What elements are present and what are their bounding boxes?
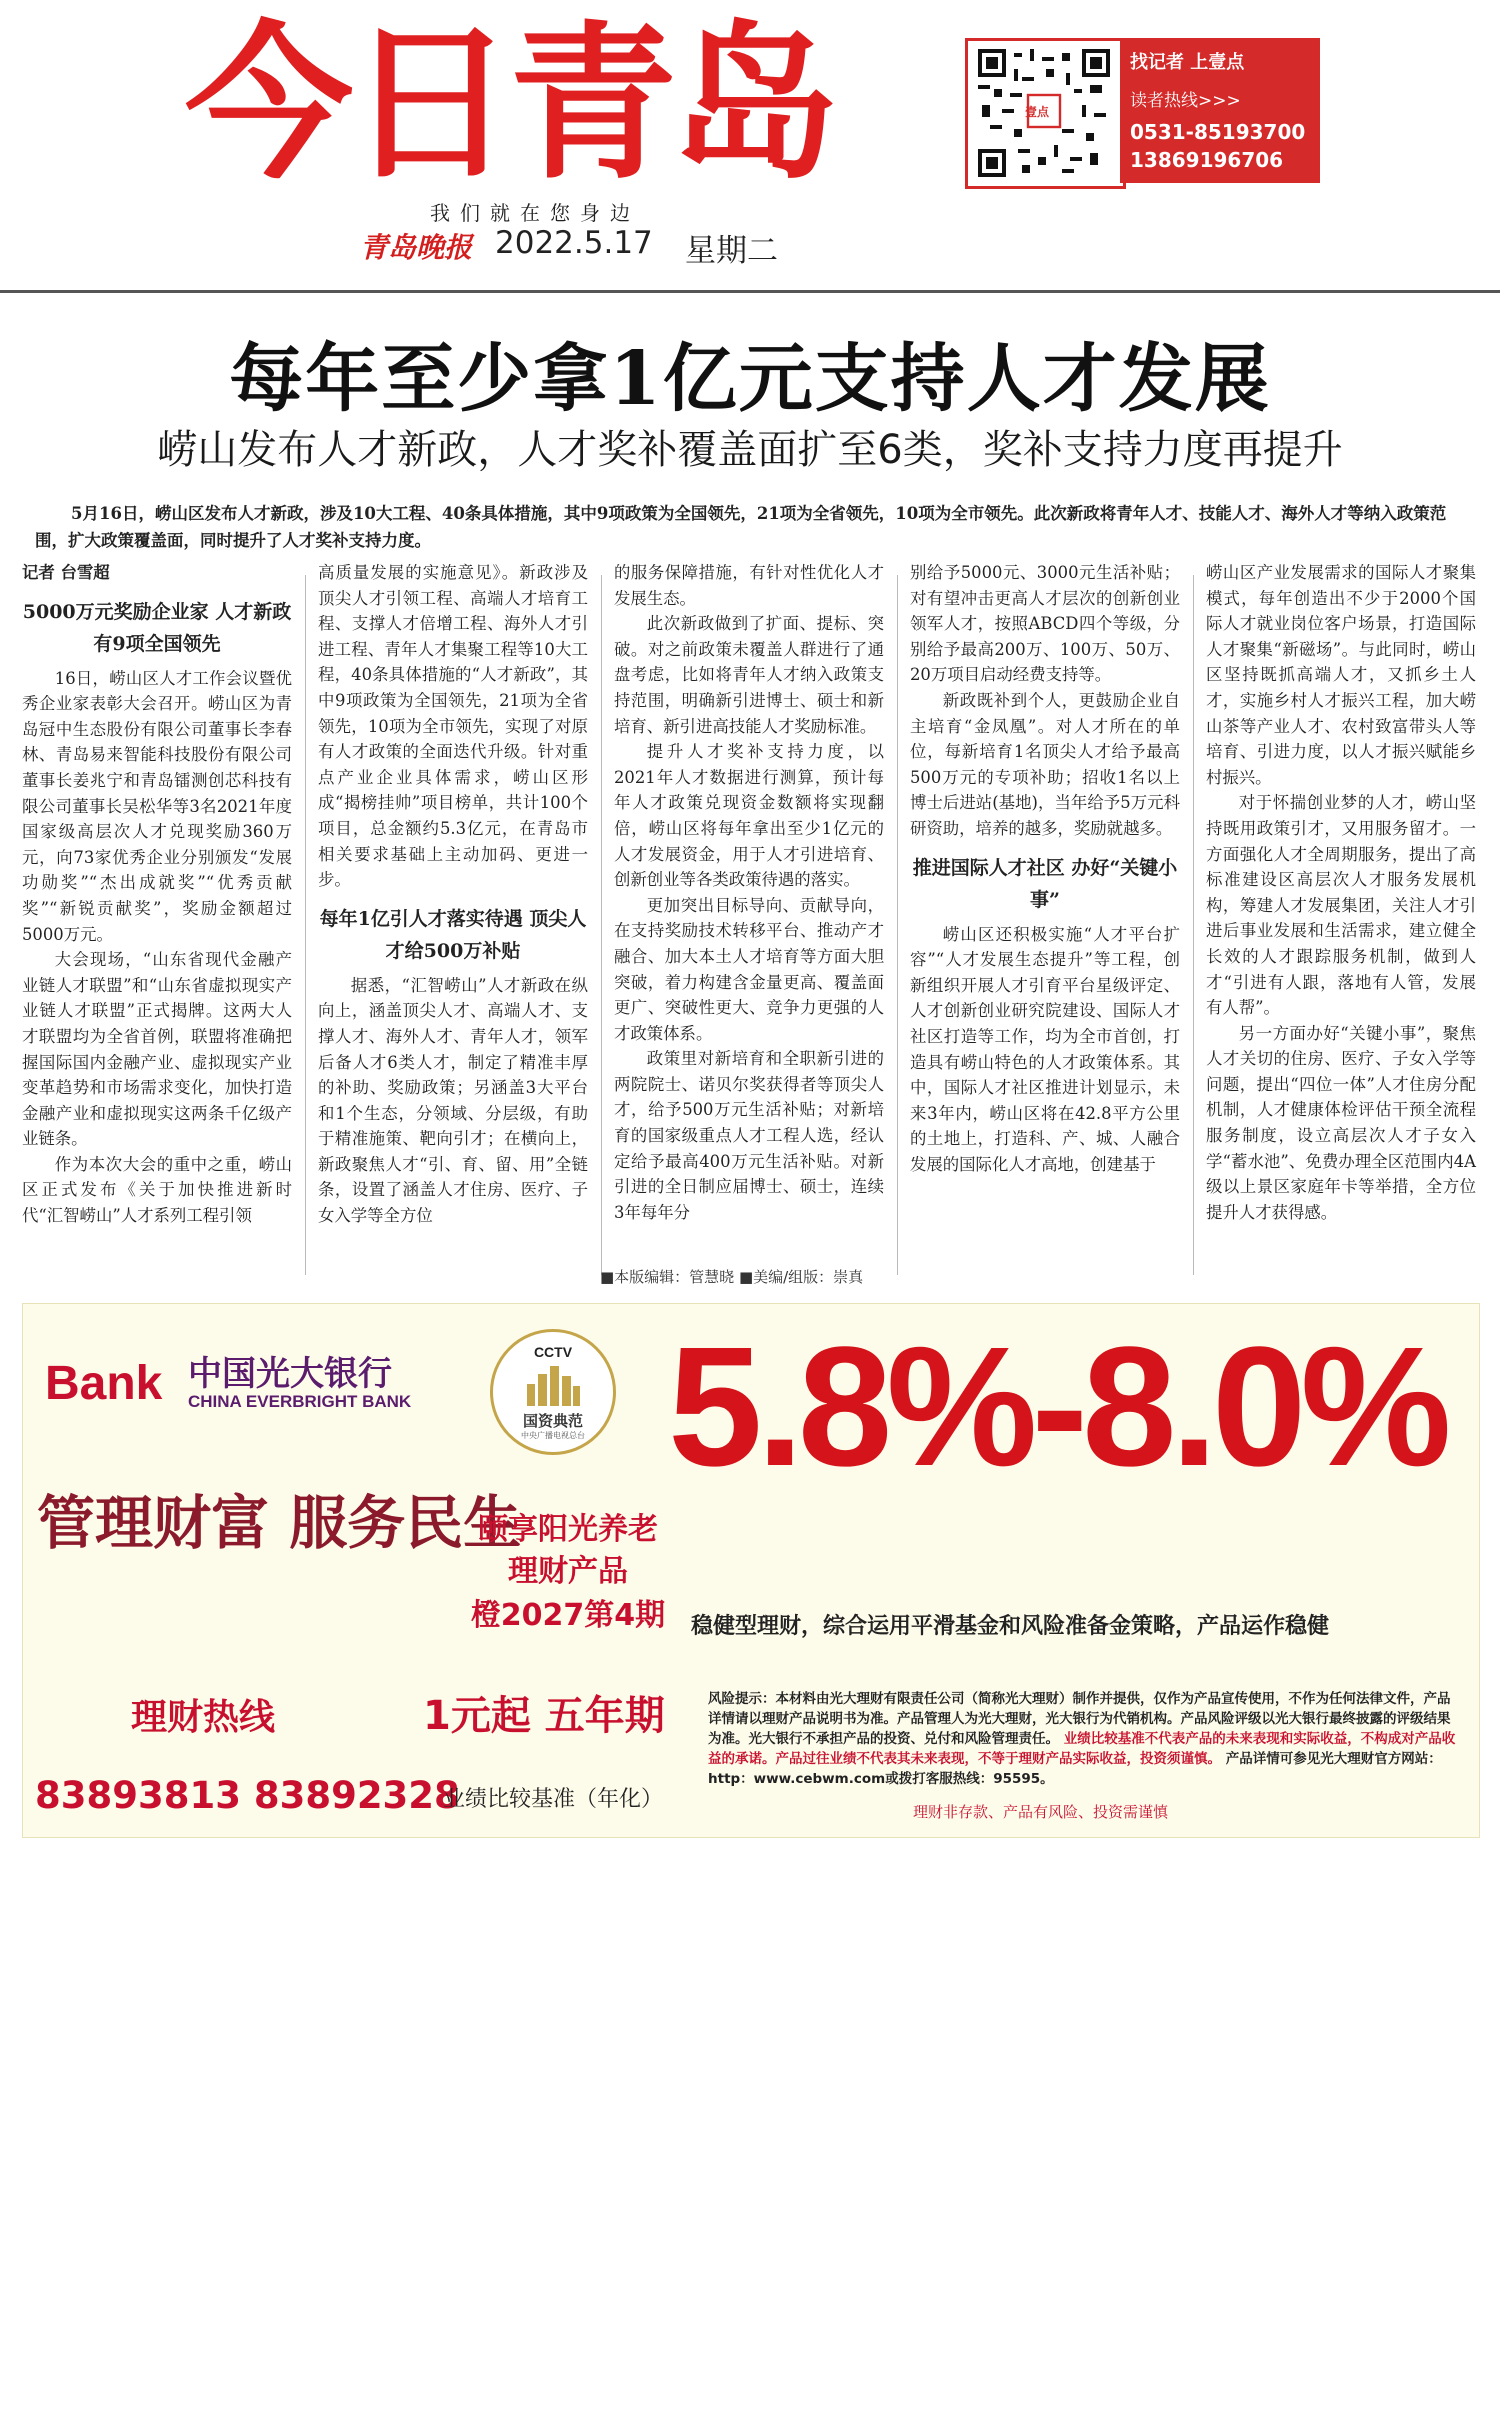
qr-center-label: 壹点: [1025, 105, 1050, 119]
section-heading-3: 推进国际人才社区 办好“关键小事”: [912, 856, 1178, 911]
product-strategy: 稳健型理财，综合运用平滑基金和风险准备金策略，产品运作稳健: [691, 1614, 1330, 1639]
product-name-line-2: 理财产品: [508, 1554, 628, 1589]
paragraph: 据悉，“汇智崂山”人才新政在纵向上，涵盖顶尖人才、高端人才、支撑人才、海外人才、青年人才，领军后备人才6类人才，制定了精准丰厚的补助、奖励政策；另涵盖3大平台和1个生态，分领域、分层级，有助于精准施策、靶向引才；在横向上，新政聚焦人才“引、育、留、用”全链条，设置了涵盖人才住房、医疗、子女入学等全方位: [318, 975, 588, 1226]
paragraph: 别给予5000元、3000元生活补贴；对有望冲击更高人才层次的创新创业领军人才，按照ABCD四个等级，分别给予最高200万、100万、50万、20万项目启动经费支持等。: [910, 563, 1180, 685]
cctv-subtitle: 国资典范: [522, 1412, 583, 1430]
masthead-slogan: 我们就在您身边: [430, 201, 640, 225]
masthead-title: 今日青岛: [185, 6, 833, 202]
ad-disclaimer: 理财非存款、产品有风险、投资需谨慎: [913, 1803, 1169, 1821]
hotline-label: 读者热线>>>: [1130, 91, 1241, 111]
min-purchase-term: 1元起 五年期: [423, 1693, 665, 1739]
reporter-byline: 记者 台雪超: [22, 563, 110, 582]
paragraph: 16日，崂山区人才工作会议暨优秀企业家表彰大会召开。崂山区为青岛冠中生态股份有限公司董事长李春林、青岛易来智能科技股份有限公司董事长姜兆宁和青岛镭测创芯科技有限公司董事长吴松华等3名2021年度国家级高层次人才兑现奖励360万元，向73家优秀企业分别颁发“发展功勋奖”“杰出成就奖”“优秀贡献奖”“新锐贡献奖”，奖励金额超过5000万元。: [22, 668, 292, 944]
issue-date: 2022.5.17: [495, 225, 653, 261]
article-headline: 每年至少拿1亿元支持人才发展: [229, 336, 1271, 422]
paragraph: 此次新政做到了扩面、提标、突破。对之前政策未覆盖人群进行了通盘考虑，比如将青年人才纳入政策支持范围，明确新引进博士、硕士和新培育、新引进高技能人才奖励标准。: [614, 614, 884, 736]
article-column-3: [614, 560, 884, 1225]
product-name-line-3: 橙2027第4期: [470, 1598, 666, 1633]
ad-motto: 管理财富 服务民生: [37, 1489, 522, 1557]
hotline-phone-2: 13869196706: [1130, 148, 1284, 172]
building-icon: [523, 1366, 583, 1406]
article-lead: 5月16日，崂山区发布人才新政，涉及10大工程、40条具体措施，其中9项政策为全国领先，21项为全省领先，10项为全市领先。此次新政将青年人才、技能人才、海外人才等纳入政策范围，扩大政策覆盖面，同时提升了人才奖补支持力度。: [35, 504, 1447, 550]
bank-logo: Bank: [45, 1357, 163, 1410]
masthead-divider: [0, 290, 1500, 293]
column-divider: [897, 575, 898, 1275]
paragraph: 崂山区产业发展需求的国际人才聚集模式，每年创造出不少于2000个国际人才就业岗位客户场景，打造国际人才聚集“新磁场”。与此同时，崂山区坚持既抓高端人才，又抓乡土人才，实施乡村人才振兴工程，加大崂山茶等产业人才、农村致富带头人等培育、引进力度，以人才振兴赋能乡村振兴。: [1206, 563, 1476, 787]
risk-text-tail: 产品详情可参见光大理财官方网站：http：www.cebwm.com或拨打客服热线：95595。: [708, 1751, 1442, 1787]
paragraph: 崂山区还积极实施“人才平台扩容”“人才发展生态提升”等工程，创新组织开展人才引育平台星级评定、人才创新创业研究院建设、国际人才社区打造等工作，均为全市首创，打造具有崂山特色的人才政策体系。其中，国际人才社区推进计划显示，未来3年内，崂山区将在42.8平方公里的土地上，打造科、产、城、人融合发展的国际化人才高地，创建基于: [910, 924, 1180, 1174]
paragraph: 更加突出目标导向、贡献导向，在支持奖励技术转移平台、推动产才融合、加大本土人才培育等方面大胆突破，着力构建含金量更高、覆盖面更广、突破性更大、竞争力更强的人才政策体系。: [614, 895, 884, 1043]
issue-weekday: 星期二: [685, 233, 778, 269]
qr-code[interactable]: [965, 38, 1126, 189]
column-divider: [1193, 575, 1194, 1275]
risk-text-red: 业绩比较基准不代表产品的未来表现和实际收益，不构成对产品收益的承诺。产品过往业绩不代表其未来表现，不等于理财产品实际收益，投资须谨慎。: [708, 1731, 1456, 1767]
cctv-badge: [490, 1329, 616, 1455]
paragraph: 提升人才奖补支持力度，以2021年人才数据进行测算，预计每年人才政策兑现资金数额将实现翻倍，崂山区将每年拿出至少1亿元的人才发展资金，用于人才引进培育、创新创业等各类政策待遇的落实。: [614, 742, 884, 890]
risk-disclosure: [708, 1689, 1458, 1789]
product-name-line-1: 颐享阳光养老: [478, 1512, 658, 1547]
cctv-logo: CCTV: [533, 1344, 573, 1360]
paragraph: 新政既补到个人，更鼓励企业自主培育“金凤凰”。对人才所在的单位，每新培育1名顶尖人才给予最高500万元的专项补助；招收1名以上博士后进站(基地)，当年给予5万元科研资助，培养的越多，奖励就越多。: [910, 690, 1180, 838]
bank-name-cn: 中国光大银行: [188, 1354, 392, 1394]
article-subhead: 崂山发布人才新政，人才奖补覆盖面扩至6类，奖补支持力度再提升: [157, 427, 1343, 473]
performance-benchmark-label: 业绩比较基准（年化）: [443, 1787, 664, 1812]
paragraph: 作为本次大会的重中之重，崂山区正式发布《关于加快推进新时代“汇智崂山”人才系列工程引领: [22, 1154, 292, 1226]
finance-hotline-numbers[interactable]: 83893813 83892328: [35, 1774, 460, 1817]
article-column-4: [910, 560, 1180, 1177]
editor-credits: ■本版编辑：管慧晓 ■美编/组版：崇真: [600, 1268, 864, 1286]
paragraph: 政策里对新培育和全职新引进的两院院士、诺贝尔奖获得者等顶尖人才，给予500万元生活补贴；对新培育的国家级重点人才工程人选，经认定给予最高400万元生活补贴。对新引进的全日制应届博士、硕士，连续3年每年分: [614, 1049, 884, 1222]
reader-hotline-box: [1120, 38, 1320, 183]
bank-name-en: CHINA EVERBRIGHT BANK: [188, 1392, 412, 1411]
section-heading-2: 每年1亿引人才落实待遇 顶尖人才给500万补贴: [319, 907, 587, 962]
hotline-phone-1: 0531-85193700: [1130, 120, 1306, 144]
column-divider: [601, 575, 602, 1275]
article-column-2: [318, 560, 588, 1229]
cctv-small-text: 中央广播电视总台: [521, 1431, 585, 1440]
tip-label: 找记者 上壹点: [1130, 52, 1245, 73]
paragraph: 另一方面办好“关键小事”，聚焦人才关切的住房、医疗、子女入学等问题，提出“四位一体”人才住房分配机制，人才健康体检评估干预全流程服务制度，设立高层次人才子女入学“蓄水池”、免费办理全区范围内4A级以上景区家庭年卡等举措，全方位提升人才获得感。: [1206, 1023, 1476, 1222]
paragraph: 对于怀揣创业梦的人才，崂山坚持既用政策引才，又用服务留才。一方面强化人才全周期服务，提出了高标准建设区高层次人才服务发展机构，筹建人才发展集团，关注人才引进后事业发展和生活需求，建立健全长效的人才跟踪服务机制，做到人才“引进有人跟，落地有人管，发展有人帮”。: [1206, 793, 1476, 1018]
section-heading-1: 5000万元奖励企业家 人才新政有9项全国领先: [22, 600, 292, 655]
paragraph: 的服务保障措施，有针对性优化人才发展生态。: [614, 563, 884, 608]
paragraph: 高质量发展的实施意见》。新政涉及顶尖人才引领工程、高端人才培育工程、支撑人才倍增工程、海外人才引进工程、青年人才集聚工程等10大工程，40条具体措施的“人才新政”，其中9项政策为全国领先，21项为全省领先，10项为全市领先，实现了对原有人才政策的全面迭代升级。针对重点产业企业具体需求，崂山区形成“揭榜挂帅”项目榜单，共计100个项目，总金额约5.3亿元，在青岛市相关要求基础上主动加码、更进一步。: [318, 563, 588, 890]
risk-text: 风险提示：本材料由光大理财有限责任公司（简称光大理财）制作并提供，仅作为产品宣传使用，不作为任何法律文件，产品详情请以理财产品说明书为准。产品管理人为光大理财，光大银行为代销机构。产品风险评级以光大银行最终披露的评级结果为准。光大银行不承担产品的投资、兑付和风险管理责任。: [708, 1691, 1451, 1747]
finance-hotline-label: 理财热线: [131, 1697, 276, 1738]
article-column-1: [22, 560, 292, 1229]
everbright-bank-ad[interactable]: [22, 1303, 1480, 1838]
column-divider: [305, 575, 306, 1275]
paper-name: 青岛晚报: [360, 231, 473, 264]
return-rate: 5.8%-8.0%: [668, 1312, 1446, 1502]
paragraph: 大会现场，“山东省现代金融产业链人才联盟”和“山东省虚拟现实产业链人才联盟”正式揭牌。这两大人才联盟均为全省首例，联盟将准确把握国际国内金融产业、虚拟现实产业变革趋势和市场需求变化，加快打造金融产业和虚拟现实这两条千亿级产业链条。: [22, 950, 292, 1149]
article-column-5: [1206, 560, 1476, 1225]
